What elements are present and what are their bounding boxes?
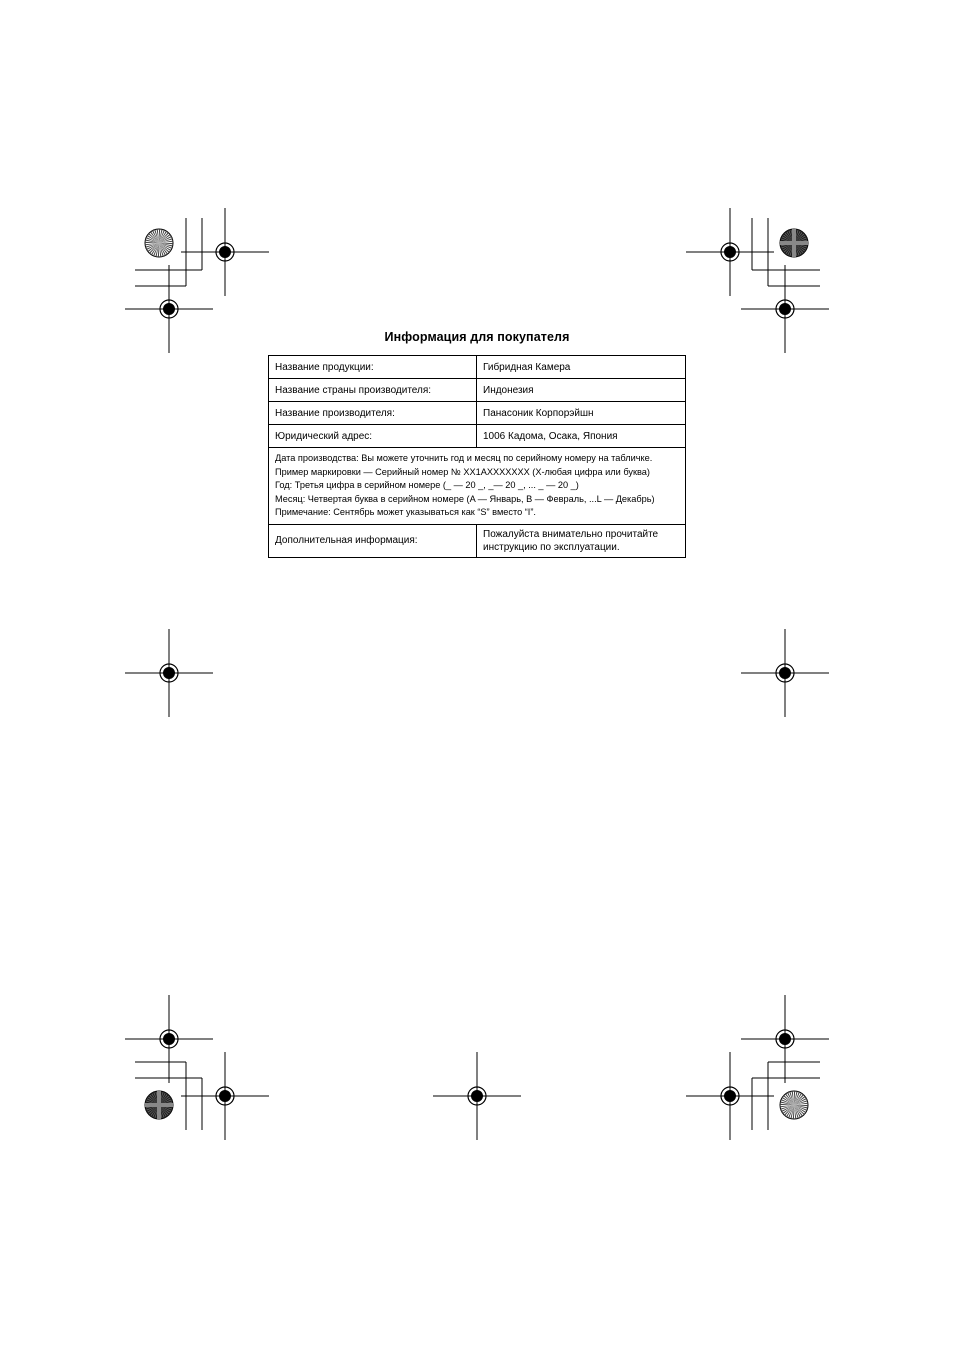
color-star-target-icon — [780, 229, 808, 257]
table-row — [269, 448, 686, 525]
page-title: Информация для покупателя — [384, 330, 570, 344]
row-label: Название производителя: — [269, 402, 477, 425]
registration-mark-icon — [125, 265, 213, 353]
table-row — [269, 379, 686, 402]
registration-mark-icon — [686, 1052, 774, 1140]
note-line: Месяц: Четвертая буква в серийном номере (A — Январь, B — Февраль, ...L — Декабрь) — [275, 493, 655, 504]
table-row — [269, 425, 686, 448]
registration-mark-icon — [125, 995, 213, 1083]
table-row — [269, 356, 686, 379]
registration-mark-icon — [741, 629, 829, 717]
registration-mark-icon — [741, 265, 829, 353]
registration-mark-icon — [741, 995, 829, 1083]
production-date-note — [269, 448, 686, 525]
row-label: Название продукции: — [269, 356, 477, 379]
color-star-target-icon — [780, 1091, 808, 1119]
row-value — [477, 524, 686, 557]
note-line: Дата производства: Вы можете уточнить год и месяц по серийному номеру на табличке. — [275, 453, 653, 463]
row-label: Дополнительная информация: — [269, 524, 477, 557]
row-value: Индонезия — [477, 379, 686, 402]
table-row — [269, 402, 686, 425]
row-label: Название страны производителя: — [269, 379, 477, 402]
row-value-line: инструкцию по эксплуатации. — [483, 541, 620, 553]
row-label: Юридический адрес: — [269, 425, 477, 448]
color-star-target-icon — [145, 1091, 173, 1119]
customer-info-table — [268, 355, 686, 558]
registration-mark-icon — [181, 1052, 269, 1140]
note-line: Год: Третья цифра в серийном номере (_ — 20 _, _— 20 _, ... _ — 20 _) — [275, 480, 579, 491]
note-line: Пример маркировки — Серийный номер № XX1AXXXXXXX (X-любая цифра или буква) — [275, 466, 650, 477]
registration-mark-icon — [686, 208, 774, 296]
table-row — [269, 524, 686, 557]
registration-mark-icon — [433, 1052, 521, 1140]
registration-mark-icon — [181, 208, 269, 296]
color-star-target-icon — [145, 229, 173, 257]
row-value: Панасоник Корпорэйшн — [477, 402, 686, 425]
note-line: Примечание: Сентябрь может указываться как “S” вместо “I”. — [275, 507, 536, 518]
row-value: Гибридная Камера — [477, 356, 686, 379]
row-value-line: Пожалуйста внимательно прочитайте — [483, 528, 659, 540]
registration-mark-icon — [125, 629, 213, 717]
row-value: 1006 Кадома, Осака, Япония — [477, 425, 686, 448]
